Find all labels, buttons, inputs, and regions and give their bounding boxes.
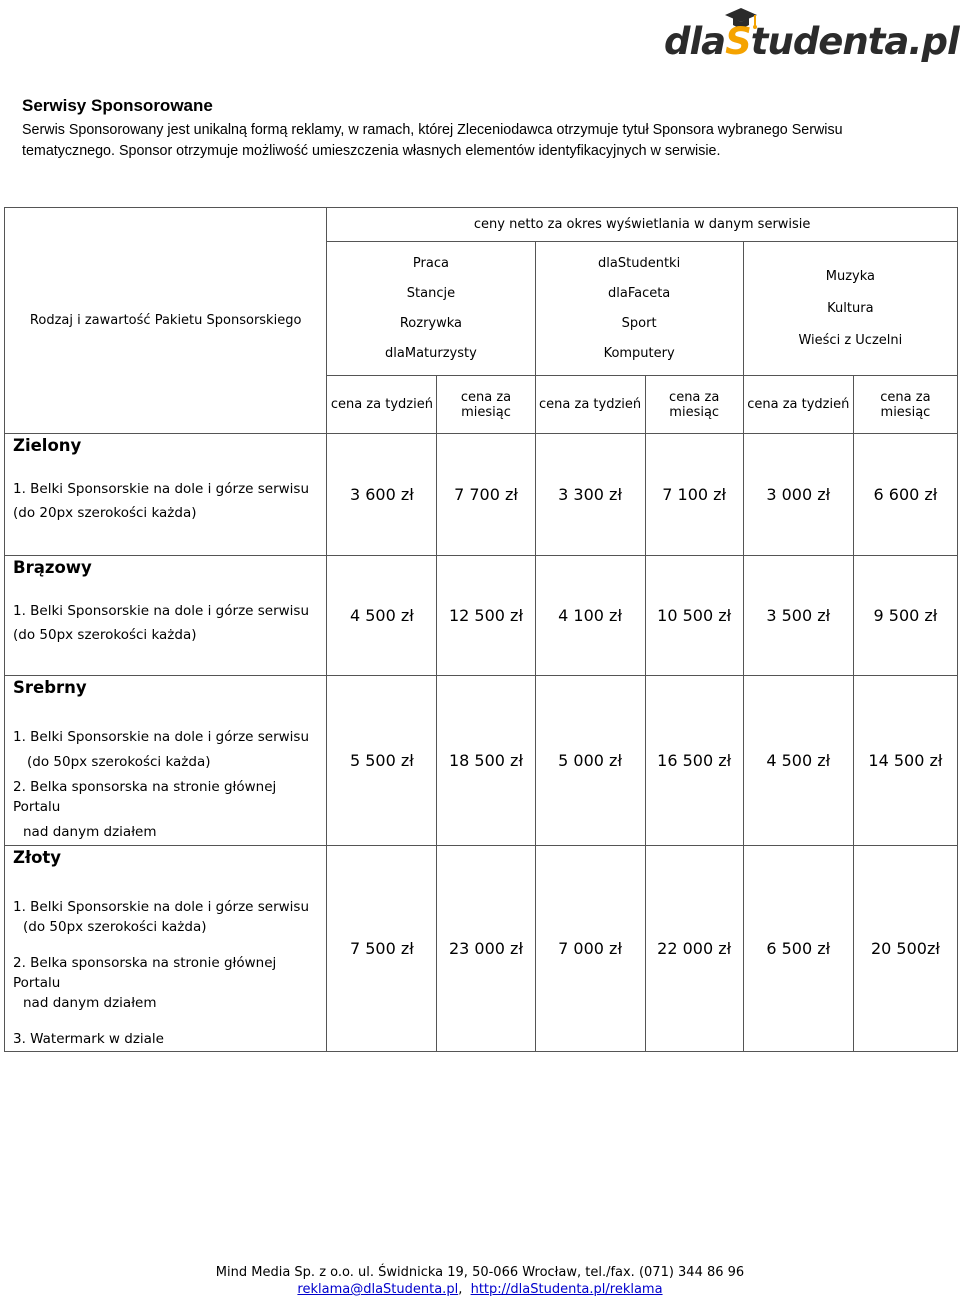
package-item: (do 50px szerokości każda) — [13, 627, 197, 643]
service-name: Rozrywka — [399, 315, 463, 331]
price-cell: 18 500 zł — [437, 676, 535, 846]
page-title: Serwisy Sponsorowane — [22, 96, 213, 115]
intro-paragraph: Serwis Sponsorowany jest unikalną formą reklamy, w ramach, której Zleceniodawca otrzymuje tytuł Sponsora wybranego Serwisu tematycznego. Sponsor otrzymuje możliwość umieszczenia własnych elementów identyfikacyjnych w serwisie. — [22, 122, 843, 159]
package-row-brazowy — [5, 556, 958, 676]
package-name: Złoty — [13, 848, 62, 867]
footer-links — [0, 1281, 960, 1298]
service-name: Komputery — [603, 345, 675, 361]
price-cell: 7 100 zł — [645, 434, 743, 556]
service-group-3 — [743, 242, 957, 376]
package-item: 2. Belka sponsorska na stronie głównej Portalu — [13, 779, 277, 815]
package-row-zielony — [5, 434, 958, 556]
service-name: dlaMaturzysty — [385, 345, 477, 361]
price-cell: 7 700 zł — [437, 434, 535, 556]
advertising-url-link[interactable]: http://dlaStudenta.pl/reklama — [470, 1282, 663, 1297]
package-item: (do 50px szerokości każda) — [23, 919, 207, 935]
package-item: 1. Belki Sponsorskie na dole i górze serwisu — [13, 481, 310, 497]
package-type-header: Rodzaj i zawartość Pakietu Sponsorskiego — [5, 208, 327, 434]
price-cell: 4 500 zł — [327, 556, 437, 676]
pricing-table — [4, 207, 958, 1052]
price-cell: 3 300 zł — [535, 434, 645, 556]
period-week-header: cena za tydzień — [535, 376, 645, 434]
package-description — [5, 846, 327, 1052]
price-cell: 22 000 zł — [645, 846, 743, 1052]
service-name: dlaStudentki — [598, 255, 681, 271]
package-name: Zielony — [13, 436, 82, 455]
package-row-zloty — [5, 846, 958, 1052]
price-cell: 7 000 zł — [535, 846, 645, 1052]
price-cell: 3 500 zł — [743, 556, 853, 676]
price-cell: 20 500zł — [853, 846, 957, 1052]
package-row-srebrny — [5, 676, 958, 846]
service-name: Praca — [412, 255, 449, 271]
price-cell: 7 500 zł — [327, 846, 437, 1052]
service-group-1 — [327, 242, 535, 376]
package-name: Brązowy — [13, 558, 92, 577]
package-item: (do 20px szerokości każda) — [13, 505, 197, 521]
package-item: nad danym działem — [23, 824, 157, 840]
price-cell: 9 500 zł — [853, 556, 957, 676]
package-item: 3. Watermark w dziale — [13, 1031, 164, 1047]
service-name: dlaFaceta — [607, 285, 671, 301]
package-description — [5, 556, 327, 676]
package-item: 1. Belki Sponsorskie na dole i górze serwisu — [13, 603, 310, 619]
service-name: Kultura — [827, 300, 874, 316]
price-cell: 3 000 zł — [743, 434, 853, 556]
package-description — [5, 434, 327, 556]
service-name: Wieści z Uczelni — [798, 332, 903, 348]
dlastudenta-logo — [660, 6, 959, 70]
period-month-header: cena za miesiąc — [437, 376, 535, 434]
period-month-header: cena za miesiąc — [853, 376, 957, 434]
period-week-header: cena za tydzień — [327, 376, 437, 434]
logo-wordmark: dlaStudenta.pl — [664, 20, 959, 63]
price-cell: 6 600 zł — [853, 434, 957, 556]
package-description — [5, 676, 327, 846]
price-cell: 10 500 zł — [645, 556, 743, 676]
footer-separator: , — [458, 1282, 463, 1297]
package-item: nad danym działem — [23, 995, 157, 1011]
service-group-2 — [535, 242, 743, 376]
price-cell: 6 500 zł — [743, 846, 853, 1052]
package-name: Srebrny — [13, 678, 87, 697]
period-week-header: cena za tydzień — [743, 376, 853, 434]
footer — [0, 1264, 960, 1298]
price-cell: 5 500 zł — [327, 676, 437, 846]
price-cell: 14 500 zł — [853, 676, 957, 846]
package-item: 1. Belki Sponsorskie na dole i górze serwisu — [13, 899, 310, 915]
package-item: 1. Belki Sponsorskie na dole i górze serwisu — [13, 729, 310, 745]
price-cell: 3 600 zł — [327, 434, 437, 556]
price-cell: 12 500 zł — [437, 556, 535, 676]
prices-header: ceny netto za okres wyświetlania w danym serwisie — [327, 208, 958, 242]
price-cell: 4 500 zł — [743, 676, 853, 846]
service-name: Sport — [621, 315, 657, 331]
price-cell: 4 100 zł — [535, 556, 645, 676]
price-cell: 5 000 zł — [535, 676, 645, 846]
package-item: (do 50px szerokości każda) — [27, 754, 211, 770]
footer-address: Mind Media Sp. z o.o. ul. Świdnicka 19, 50-066 Wrocław, tel./fax. (071) 344 86 96 — [215, 1265, 745, 1280]
email-link[interactable]: reklama@dlaStudenta.pl — [297, 1282, 459, 1297]
package-item: 2. Belka sponsorska na stronie głównej Portalu — [13, 955, 277, 991]
period-month-header: cena za miesiąc — [645, 376, 743, 434]
service-name: Muzyka — [825, 268, 875, 284]
service-name: Stancje — [406, 285, 456, 301]
price-cell: 23 000 zł — [437, 846, 535, 1052]
price-cell: 16 500 zł — [645, 676, 743, 846]
